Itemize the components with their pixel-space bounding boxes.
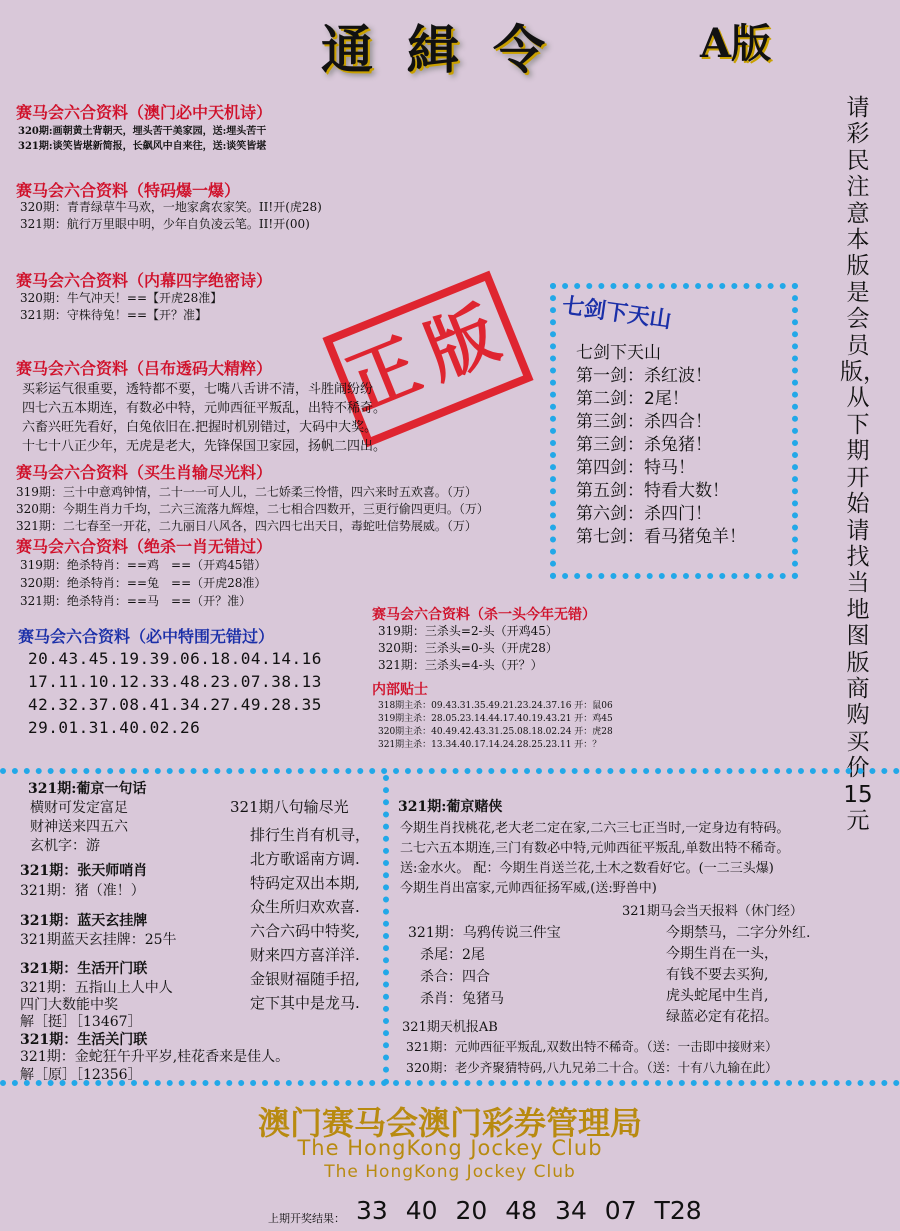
block-line: 横财可发定富足 bbox=[30, 800, 128, 816]
section-title: 赛马会六合资料（杀一头今年无错） bbox=[372, 607, 596, 623]
block-line: 321期蓝天玄挂牌：25牛 bbox=[20, 932, 177, 948]
section-title: 赛马会六合资料（内幕四字绝密诗） bbox=[16, 271, 273, 290]
page-title: 通緝令 bbox=[320, 20, 579, 81]
block-title: 321期:葡京一句话 bbox=[28, 781, 147, 797]
block-line: 北方歌谣南方调. bbox=[250, 850, 360, 868]
block-line: 金银财福随手招, bbox=[250, 970, 360, 988]
authentic-stamp: 正版 bbox=[322, 271, 533, 448]
org-name-en-secondary: The HongKong Jockey Club bbox=[324, 1162, 576, 1182]
block-title: 321期：乌鸦传说三件宝 bbox=[408, 925, 561, 941]
section-title: 赛马会六合资料（特码爆一爆） bbox=[16, 181, 241, 200]
block-line: 321期：猪（准！） bbox=[20, 883, 145, 899]
section-title: 赛马会六合资料（绝杀一肖无错过） bbox=[16, 537, 273, 556]
section-line: 319期：绝杀特肖：==鸡 ==（开鸡45错） bbox=[20, 558, 267, 572]
block-line: 今期生肖出富家,元帅西征扬军威,(送:野兽中) bbox=[400, 881, 657, 896]
number-row: 42.32.37.08.41.34.27.49.28.35 bbox=[28, 695, 322, 714]
section-line: 321期：绝杀特肖：==马 ==（开？准） bbox=[20, 594, 252, 608]
section-line: 四七六五本期连，有数必中特，元帅西征平叛乱，出特不稀奇。 bbox=[22, 401, 387, 416]
block-line: 定下其中是龙马. bbox=[250, 994, 360, 1012]
block-line: 特码定双出本期, bbox=[250, 874, 360, 892]
block-title: 321期马会当天报料（休门经） bbox=[622, 904, 803, 919]
block-line: 财神送来四五六 bbox=[30, 819, 128, 835]
sword-line: 第一剑：杀红波！ bbox=[576, 366, 712, 386]
sword-line: 第三剑：杀四合！ bbox=[576, 412, 712, 432]
block-line: 排行生肖有机寻， bbox=[250, 826, 371, 844]
result-numbers: 33 40 20 48 34 07 T28 bbox=[356, 1196, 702, 1225]
number-row: 29.01.31.40.02.26 bbox=[28, 718, 201, 737]
block-line: 今期禁马，二字分外红. bbox=[666, 925, 811, 941]
block-title: 321期：张天师哨肖 bbox=[20, 863, 148, 879]
section-line: 321期：航行万里眼中明，少年自负凌云笔。II!开(00) bbox=[20, 217, 310, 231]
block-title: 321期：生活关门联 bbox=[20, 1032, 148, 1048]
block-line: 杀尾：2尾 bbox=[420, 947, 485, 963]
section-title: 赛马会六合资料（澳门必中天机诗） bbox=[16, 103, 273, 122]
block-line: 六合六码中特奖, bbox=[250, 922, 360, 940]
section-line: 321期：守株待兔！==【开？准】 bbox=[20, 308, 208, 322]
block-line: 绿蓝必定有花招。 bbox=[666, 1009, 778, 1025]
sword-line: 第七剑：看马猪兔羊！ bbox=[576, 527, 746, 547]
section-line: 六畜兴旺先看好，白兔依旧在.把握时机别错过，大码中大奖。 bbox=[22, 420, 378, 435]
block-line: 有钱不要去买狗, bbox=[666, 967, 769, 983]
block-line: 四门大数能中奖 bbox=[20, 997, 118, 1013]
section-line: 321期:谈笑皆堪新简报，长飙风中自来往，送:谈笑皆堪 bbox=[18, 141, 267, 152]
section-line: 320期：三杀头=0-头（开虎28） bbox=[378, 641, 558, 655]
section-line: 320期：青青绿草牛马欢，一地家禽农家笑。II!开(虎28) bbox=[20, 200, 322, 214]
sword-line: 第四剑：特马！ bbox=[576, 458, 695, 478]
vertical-notice: 请彩民注意本版是会员版，从下期开始请找当地图版商购买价15元 bbox=[840, 95, 886, 834]
block-line: 财来四方喜洋洋. bbox=[250, 946, 360, 964]
section-line: 319期：三杀头=2-头（开鸡45） bbox=[378, 624, 558, 638]
section-title: 内部贴士 bbox=[372, 682, 428, 698]
sword-line: 第六剑：杀四门！ bbox=[576, 504, 712, 524]
section-line: 买彩运气很重要，透特都不要，七嘴八舌讲不清，斗胜闹纷纷 bbox=[22, 382, 374, 397]
section-line: 十七十八正少年，无虎是老大，先锋保国卫家园，扬帆二四出。 bbox=[22, 439, 387, 454]
block-title: 321期八句输尽光 bbox=[230, 798, 349, 816]
number-row: 20.43.45.19.39.06.18.04.14.16 bbox=[28, 649, 322, 668]
section-title: 赛马会六合资料（必中特围无错过） bbox=[18, 627, 275, 646]
block-line: 众生所归欢欢喜. bbox=[250, 898, 360, 916]
section-line: 319期：三十中意鸡钟情，二十一一可人儿，二七娇柔三怜惜，四六来时五欢喜。（万） bbox=[16, 485, 477, 499]
section-line: 321期：三杀头=4-头（开？） bbox=[378, 658, 543, 672]
edition-label: A版 bbox=[700, 20, 772, 67]
block-title: 321期:葡京赌侠 bbox=[398, 799, 503, 815]
block-title: 321期：生活开门联 bbox=[20, 961, 148, 977]
seven-swords-heading: 七剑下天山 bbox=[560, 293, 673, 334]
section-line: 321期：二七春至一开花，二九丽日八风各，四六四七出天日，毒蛇吐信势展威。（万） bbox=[16, 519, 477, 533]
block-line: 杀合：四合 bbox=[420, 969, 490, 985]
section-title: 赛马会六合资料（买生肖输尽光料） bbox=[16, 463, 273, 482]
block-line: 解［挺］［13467］ bbox=[20, 1014, 142, 1030]
section-title: 赛马会六合资料（吕布透码大精粹） bbox=[16, 359, 273, 378]
result-label: 上期开奖结果： bbox=[268, 1212, 345, 1225]
org-name-en: The HongKong Jockey Club bbox=[297, 1136, 603, 1160]
section-line: 320期：今期生肖力千均，二六三流落九辉煌，二七相合四数开，三更行偷四更归。（万） bbox=[16, 502, 489, 516]
block-title: 321期天机报AB bbox=[402, 1020, 498, 1035]
sword-line: 第五剑：特看大数！ bbox=[576, 481, 729, 501]
block-line: 解［原］［12356］ bbox=[20, 1067, 142, 1083]
number-row: 17.11.10.12.33.48.23.07.38.13 bbox=[28, 672, 322, 691]
block-line: 送:金水火。 配：今期生肖送兰花,土木之数看好它。(一二三头爆) bbox=[400, 861, 774, 876]
divider bbox=[0, 768, 900, 774]
sword-line: 七剑下天山 bbox=[576, 343, 661, 363]
block-line: 今期生肖在一头， bbox=[666, 946, 778, 962]
block-title: 321期：蓝天玄挂牌 bbox=[20, 913, 148, 929]
section-line: 320期:画朝黄土背朝天，埋头苦干美家园，送:埋头苦干 bbox=[18, 126, 267, 137]
section-line: 320期主杀：40.49.42.43.31.25.08.18.02.24 开：虎28 bbox=[378, 727, 613, 737]
block-line: 玄机字：游 bbox=[30, 838, 100, 854]
block-line: 320期：老少齐聚猜特码,八九兄弟二十合。（送：十有八九输在此） bbox=[406, 1060, 778, 1075]
block-line: 321期：金蛇狂午升平岁,桂花香来是佳人。 bbox=[20, 1049, 290, 1065]
block-line: 321期：五指山上人中人 bbox=[20, 980, 173, 996]
section-line: 321期主杀：13.34.40.17.14.24.28.25.23.11 开：？ bbox=[378, 740, 602, 750]
section-line: 320期：绝杀特肖：==兔 ==（开虎28准） bbox=[20, 576, 267, 590]
divider bbox=[383, 775, 389, 1085]
block-line: 虎头蛇尾中生肖, bbox=[666, 988, 769, 1004]
org-name: 澳门赛马会澳门彩券管理局 bbox=[257, 1104, 642, 1142]
block-line: 今期生肖找桃花,老大老二定在家,二六三七正当时,一定身边有特码。 bbox=[400, 821, 790, 836]
block-line: 321期：元帅西征平叛乱,双数出特不稀奇。（送：一击即中接财来） bbox=[406, 1039, 778, 1054]
block-line: 二七六五本期连,三门有数必中特,元帅西征平叛乱,单数出特不稀奇。 bbox=[400, 841, 790, 856]
block-line: 杀肖：兔猪马 bbox=[420, 991, 504, 1007]
section-line: 319期主杀：28.05.23.14.44.17.40.19.43.21 开：鸡45 bbox=[378, 714, 613, 724]
section-line: 320期：牛气冲天！==【开虎28准】 bbox=[20, 291, 223, 305]
section-line: 318期主杀：09.43.31.35.49.21.23.24.37.16 开：鼠06 bbox=[378, 701, 613, 711]
sword-line: 第三剑：杀兔猪！ bbox=[576, 435, 712, 455]
sword-line: 第二剑：2尾！ bbox=[576, 389, 689, 409]
